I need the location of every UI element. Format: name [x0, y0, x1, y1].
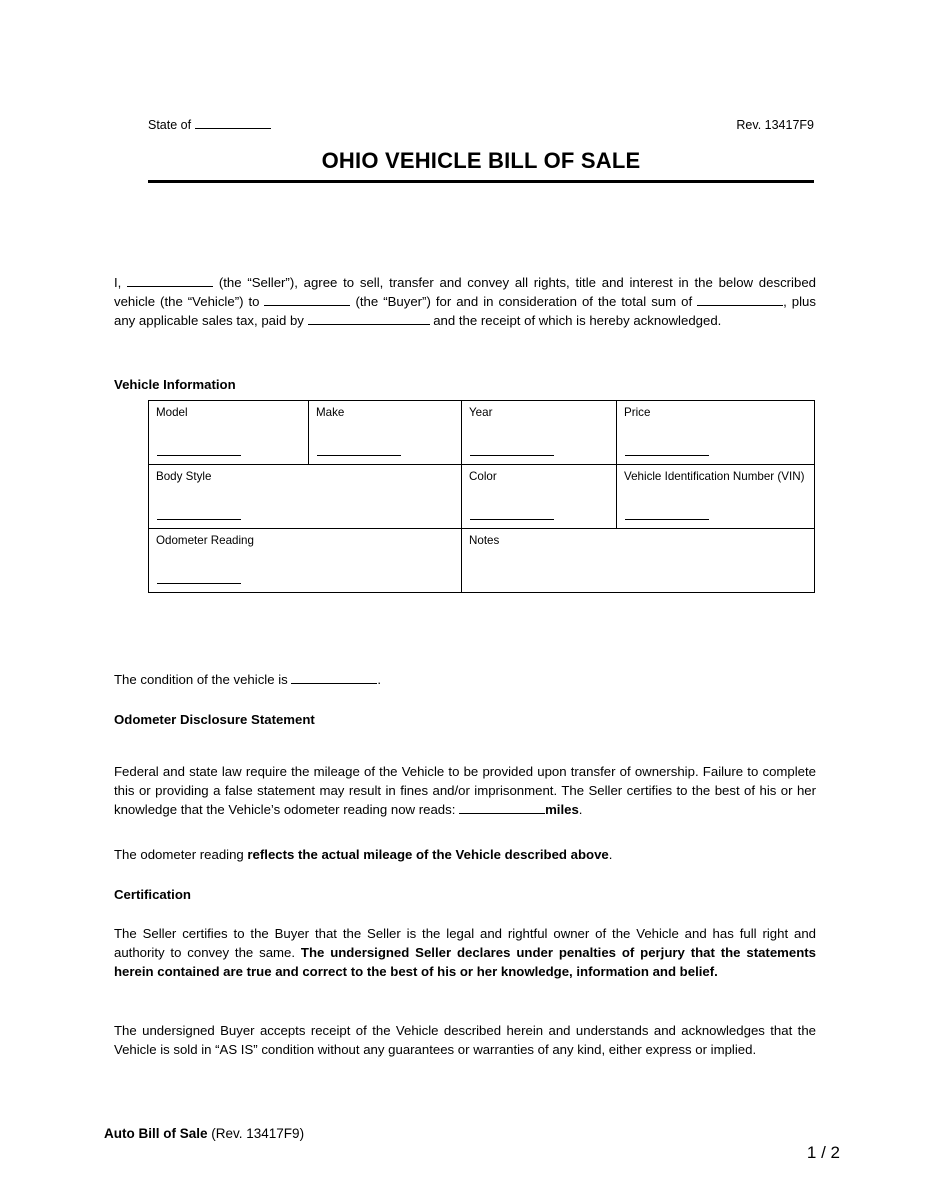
intro-seg-3: (the “Buyer”) for and in consideration of the total sum of: [350, 294, 698, 310]
table-cell-model[interactable]: [149, 401, 309, 465]
table-row: [149, 401, 815, 465]
revision-code: Rev. 13417F9: [736, 118, 814, 132]
state-of-field: [148, 118, 271, 132]
table-cell-make[interactable]: [309, 401, 462, 465]
odometer-reading-paragraph: [114, 845, 816, 864]
vehicle-information-table: [148, 400, 815, 593]
odometer-disclosure-heading: Odometer Disclosure Statement: [114, 712, 315, 727]
odometer-reading-prefix: The odometer reading: [114, 847, 248, 862]
condition-prefix: The condition of the vehicle is: [114, 672, 292, 687]
intro-seg-4: , plus any applicable sales tax, paid by: [114, 294, 816, 329]
table-cell-body-style[interactable]: [149, 465, 462, 529]
certification-heading: Certification: [114, 887, 191, 902]
color-blank[interactable]: [470, 518, 554, 520]
footer-doc-title: Auto Bill of Sale: [104, 1126, 208, 1141]
table-row: [149, 465, 815, 529]
odometer-reading-emphasis: reflects the actual mileage of the Vehicle described above: [247, 847, 609, 862]
footer-doc-revision: (Rev. 13417F9): [207, 1126, 305, 1141]
odometer-reading-section: [114, 845, 816, 864]
odometer-body-section: [114, 762, 816, 820]
buyer-name-blank[interactable]: [264, 305, 350, 306]
odometer-body-text: Federal and state law require the mileage of the Vehicle to be provided upon transfer of ownership. Failure to complete this or providing a false statement may result in fines and/or imprisonment. The Seller certifies to the best of his or her knowledge that the Vehicle’s odometer reading now reads:: [114, 764, 816, 818]
intro-seg-2: (the “Seller”), agree to sell, transfer and convey all rights, title and interest in the below described vehicle (the “Vehicle”) to: [114, 275, 816, 310]
odometer-body-paragraph: [114, 762, 816, 820]
make-blank[interactable]: [317, 454, 401, 456]
intro-seg-5: and the receipt of which is hereby acknowledged.: [429, 313, 722, 329]
certification-seller-paragraph: [114, 924, 816, 982]
odometer-miles-label: miles: [545, 802, 579, 818]
odometer-miles-blank[interactable]: [459, 813, 545, 814]
cell-label: Model: [156, 406, 188, 419]
cell-label: Year: [469, 406, 493, 419]
state-of-label: State of: [148, 118, 195, 132]
table-cell-year[interactable]: [462, 401, 617, 465]
cell-label: Price: [624, 406, 651, 419]
state-of-blank[interactable]: [195, 128, 271, 129]
condition-suffix: .: [377, 672, 382, 687]
cell-label: Vehicle Identification Number (VIN): [624, 470, 805, 483]
cell-label: Odometer Reading: [156, 534, 254, 547]
cell-label: Notes: [469, 534, 500, 547]
table-cell-odometer-reading[interactable]: [149, 529, 462, 593]
condition-section: [114, 670, 816, 689]
certification-buyer-paragraph: The undersigned Buyer accepts receipt of the Vehicle described herein and understands and acknowledges that the Vehicle is sold in “AS IS” condition without any guarantees or warranties of any kind, either express or implied.: [114, 1023, 816, 1058]
table-cell-notes[interactable]: [462, 529, 815, 593]
condition-blank[interactable]: [291, 683, 377, 684]
body-style-blank[interactable]: [157, 518, 241, 520]
table-cell-color[interactable]: [462, 465, 617, 529]
cell-label: Body Style: [156, 470, 212, 483]
condition-paragraph: [114, 670, 816, 689]
intro-seg-1: I,: [114, 275, 128, 290]
seller-name-blank[interactable]: [127, 286, 213, 287]
total-sum-blank[interactable]: [697, 305, 783, 306]
cell-label: Make: [316, 406, 345, 419]
table-row: [149, 529, 815, 593]
table-cell-vin[interactable]: [617, 465, 815, 529]
footer-document-name: [104, 1126, 304, 1141]
document-header: [148, 118, 814, 132]
vin-blank[interactable]: [625, 518, 709, 520]
model-blank[interactable]: [157, 454, 241, 456]
price-blank[interactable]: [625, 454, 709, 456]
intro-paragraph: [114, 273, 816, 331]
certification-buyer-section: [114, 1021, 816, 1059]
cell-label: Color: [469, 470, 497, 483]
paid-by-blank[interactable]: [308, 324, 430, 325]
odometer-body-period: .: [578, 802, 583, 818]
page-number: 1 / 2: [806, 1143, 840, 1162]
odometer-reading-blank[interactable]: [157, 582, 241, 584]
certification-seller-emphasis: The undersigned Seller declares under penalties of perjury that the statements herein contained are true and correct to the best of his or her knowledge, information and belief.: [114, 945, 816, 980]
certification-seller-text: The Seller certifies to the Buyer that the Seller is the legal and rightful owner of the Vehicle and has full right and authority to convey the same.: [114, 926, 816, 961]
table-cell-price[interactable]: [617, 401, 815, 465]
odometer-reading-suffix: .: [608, 847, 613, 862]
page-title: OHIO VEHICLE BILL OF SALE: [321, 148, 641, 173]
certification-seller-section: [114, 924, 816, 982]
vehicle-information-heading: Vehicle Information: [114, 377, 236, 392]
intro-section: [114, 273, 816, 331]
certification-heading-wrap: [114, 885, 816, 904]
odometer-heading-wrap: [114, 710, 816, 729]
title-divider: [148, 180, 814, 183]
year-blank[interactable]: [470, 454, 554, 456]
